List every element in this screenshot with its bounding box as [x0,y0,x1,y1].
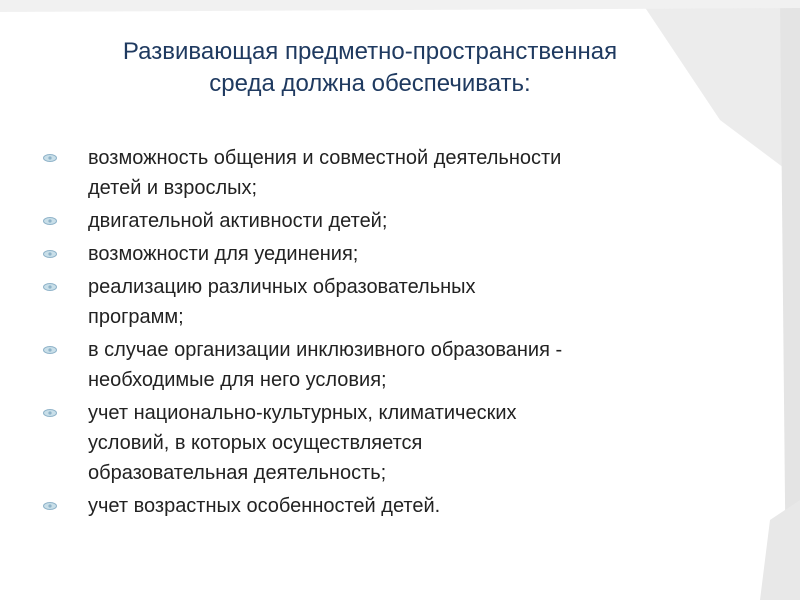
list-item-line: в случае организации инклюзивного образования - [88,339,563,361]
eye-bullet-icon [43,409,57,417]
list-item [40,272,770,332]
list-item-line: образовательная деятельность; [88,462,387,484]
list-item-line: программ; [88,306,184,328]
slide-title-line-1: Развивающая предметно-пространственная [122,38,618,65]
list-item-line: реализацию различных образовательных [88,276,476,298]
list-item [40,143,770,203]
eye-bullet-icon [43,283,57,291]
eye-bullet-icon [43,346,57,354]
slide-title [20,36,720,100]
list-item-line: возможности для уединения; [88,243,359,265]
eye-bullet-icon [43,250,57,258]
list-item [40,239,770,269]
slide-title-line-2: среда должна обеспечивать: [209,70,531,97]
bullet-list [40,143,770,521]
eye-bullet-icon [43,502,57,510]
list-item-line: необходимые для него условия; [88,369,387,391]
list-item [40,398,770,488]
list-item-line: двигательной активности детей; [88,210,388,232]
eye-bullet-icon [43,217,57,225]
list-item-line: учет возрастных особенностей детей. [88,495,441,517]
list-item-line: возможность общения и совместной деятельности [88,147,562,169]
eye-bullet-icon [43,154,57,162]
list-item-line: условий, в которых осуществляется [88,432,423,454]
list-item [40,206,770,236]
list-item [40,335,770,395]
list-item [40,491,770,521]
list-item-line: учет национально-культурных, климатических [88,402,517,424]
list-item-line: детей и взрослых; [88,177,258,199]
